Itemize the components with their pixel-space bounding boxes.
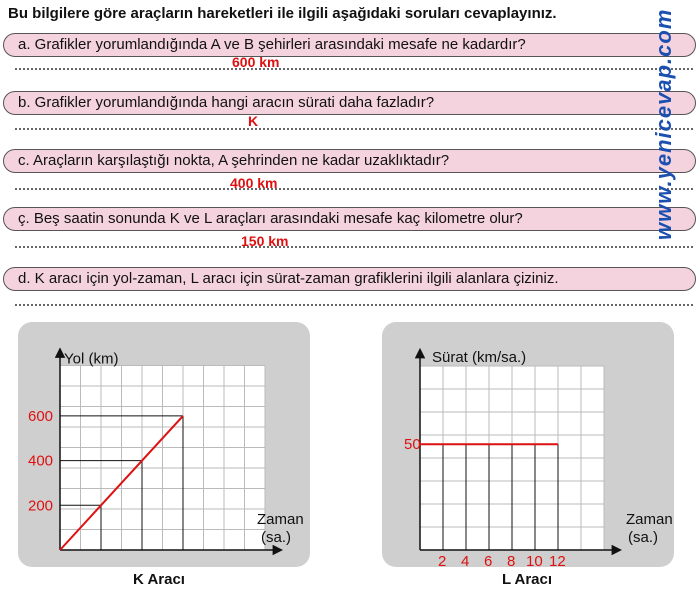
watermark-logo: www.yenicevap.com — [651, 8, 676, 240]
k-y-tick: 200 — [28, 497, 54, 515]
answer-c: 400 km — [230, 175, 278, 191]
l-x-tick: 6 — [484, 553, 493, 570]
k-x-label-1: Zaman — [257, 511, 304, 528]
answer-c-cedilla: 150 km — [241, 233, 289, 249]
l-x-tick: 4 — [461, 553, 470, 570]
page-heading: Bu bilgilere göre araçların hareketleri ile ilgili aşağıdaki soruları cevaplayınız. — [8, 5, 557, 22]
l-x-label-2: (sa.) — [628, 529, 658, 546]
k-y-tick: 400 — [28, 452, 54, 470]
l-x-tick: 2 — [438, 553, 447, 570]
k-chart — [28, 350, 304, 589]
l-x-tick: 8 — [507, 553, 516, 570]
k-x-label-2: (sa.) — [261, 529, 291, 546]
l-chart — [404, 349, 673, 588]
l-y-tick: 50 — [404, 436, 421, 454]
k-chart-title: K Aracı — [133, 571, 185, 588]
l-x-tick: 10 — [526, 553, 543, 570]
question-c-cedilla: ç. Beş saatin sonunda K ve L araçları arasındaki mesafe kaç kilometre olur? — [3, 207, 696, 231]
l-y-label: Sürat (km/sa.) — [432, 349, 527, 366]
question-a: a. Grafikler yorumlandığında A ve B şehirleri arasındaki mesafe ne kadardır? — [3, 33, 696, 57]
question-b: b. Grafikler yorumlandığında hangi aracın sürati daha fazladır? — [3, 91, 696, 115]
l-x-label-1: Zaman — [626, 511, 673, 528]
k-y-label: Yol (km) — [64, 350, 119, 368]
answer-a: 600 km — [232, 54, 280, 70]
l-chart-title: L Aracı — [502, 571, 553, 588]
k-y-tick: 600 — [28, 407, 54, 425]
l-x-tick: 12 — [549, 553, 566, 570]
question-c: c. Araçların karşılaştığı nokta, A şehrinden ne kadar uzaklıktadır? — [3, 149, 696, 173]
question-d: d. K aracı için yol-zaman, L aracı için sürat-zaman grafiklerini ilgili alanlara çiziniz. — [3, 267, 696, 291]
answer-b: K — [248, 113, 259, 129]
